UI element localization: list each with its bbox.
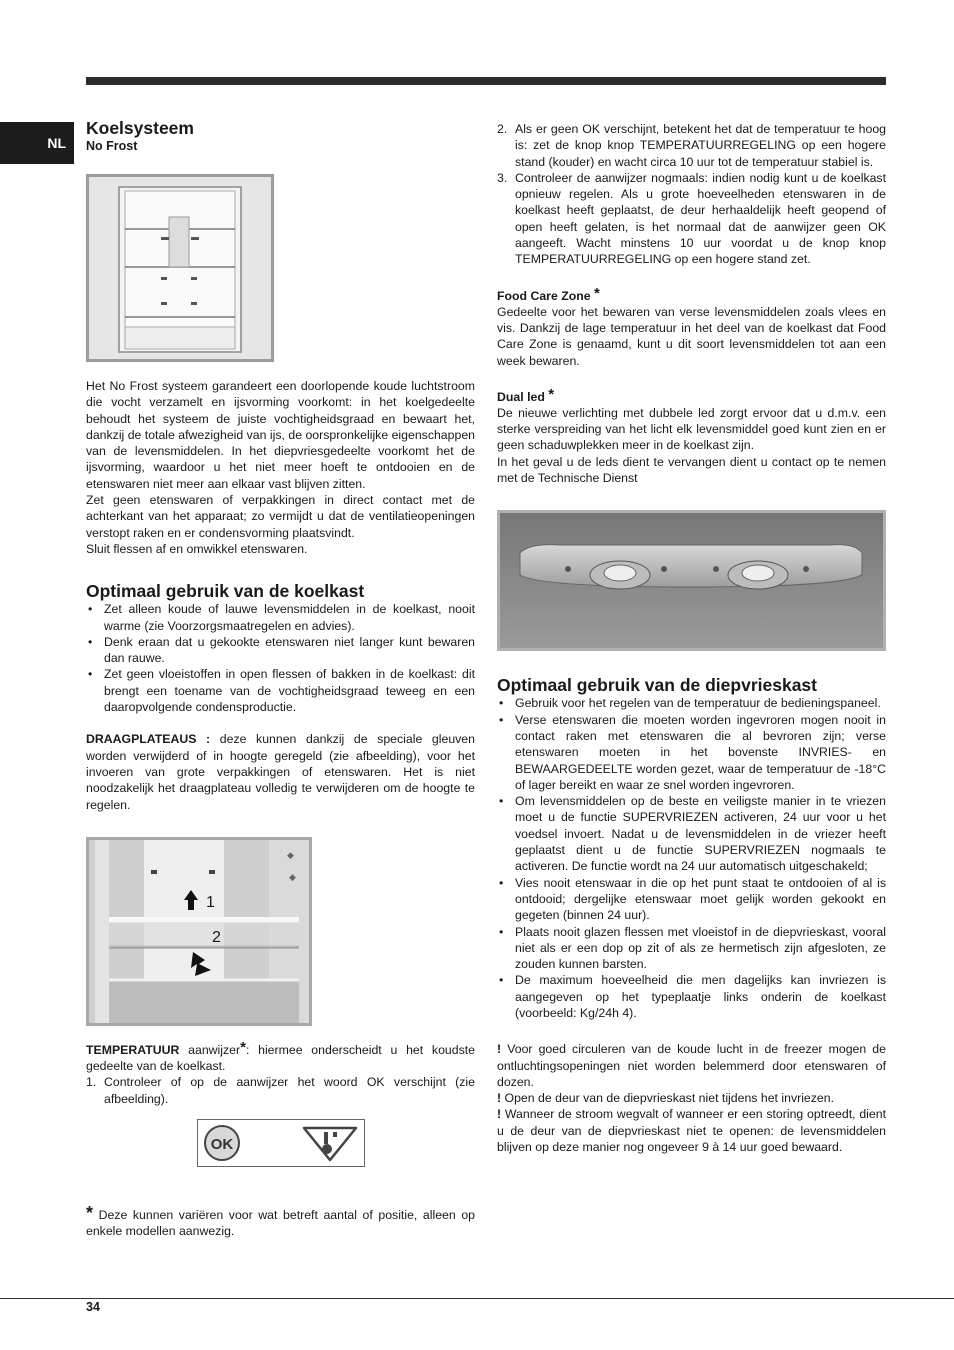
arrow-label-2: 2 — [212, 928, 221, 946]
subheading-nofrost: No Frost — [86, 139, 138, 153]
arrow-label-1: 1 — [206, 893, 215, 911]
left-column — [86, 118, 475, 1240]
footnote-star: * — [86, 1203, 94, 1224]
footnote-text: Deze kunnen variëren voor wat betreft aantal of positie, alleen op enkele modellen aanwezig. — [86, 1208, 475, 1239]
step-text: Controleer de aanwijzer nogmaals: indien nodig kunt u de koelkast opnieuw regelen. Als u grote hoeveelheden etenswaren in de koelkast heeft geplaatst, de deur herhaaldelijk heeft geopend of open heeft gelaten, is het normaal dat de aanwijzer geen OK aangeeft. Wacht minstens 10 uur voordat u de knop knop TEMPERATUURREGELING op een hogere stand zet. — [515, 170, 886, 267]
step-text: Als er geen OK verschijnt, betekent het dat de temperatuur te hoog is: zet de knop knop TEMPERATUURREGELING op een hogere stand (kouder) en wacht circa 10 uur tot de temperatuur stabiel is. — [515, 122, 886, 169]
food-care-star: * — [594, 284, 600, 302]
temperatuur-star: * — [240, 1038, 246, 1056]
list-item: • Denk eraan dat u gekookte etenswaren niet langer kunt bewaren dan rauwe. — [86, 634, 475, 667]
list-item: • Zet geen vloeistoffen in open flessen of bakken in de koelkast: dit brengt een toename van de vochtigheidsgraad teweeg en een daaropvolgende condensproductie. — [86, 666, 475, 715]
list-item — [86, 1074, 475, 1107]
warning-text: Open de deur van de diepvrieskast niet tijdens het invriezen. — [501, 1091, 835, 1106]
nofrost-paragraph-3: Sluit flessen af en omwikkel etenswaren. — [86, 541, 308, 556]
step-number: 1. — [86, 1075, 97, 1090]
nofrost-paragraph-2: Zet geen etenswaren of verpakkingen in direct contact met de achterkant van het apparaat; zo vermijdt u dat de ventilatieopeningen verstopt raken en er condensvorming plaatsvindt. — [86, 493, 475, 540]
warning-1 — [497, 1041, 886, 1090]
ok-indicator-image — [197, 1119, 365, 1167]
list-item: • Verse etenswaren die moeten worden ingevroren mogen nooit in contact raken met etenswaren die al bevroren zijn; verse etenswaren moeten in het bovenste INVRIES- en BEWAARGEDEELTE worden gezet, waar de temperatuur de -18°C of lager bereikt en waar ze snel worden ingevroren. — [497, 712, 886, 793]
header-rule — [86, 77, 886, 85]
list-item: • Zet alleen koude of lauwe levensmiddelen in de koelkast, nooit warme (zie Voorzorgsmaatregelen en advies). — [86, 601, 475, 634]
shelf-adjustment-image — [86, 837, 312, 1026]
nofrost-paragraph-1: Het No Frost systeem garandeert een doorlopende koude luchtstroom die vocht verzamelt en ijsvorming voorkomt: in het koelgedeelte behoudt het systeem de juiste vochtigheidsgraad en bewaart het, dankzij de totale afwezigheid van ijs, de oorspronkelijke eigenschappen van de levensmiddelen. In het diepvriesgedeelte voorkomt het de ijsvorming, waardoor u het niet meer hoeft te ontdooien en de etenswaren niet meer aan elkaar vast blijven zitten. — [86, 379, 475, 491]
warning-mark: ! — [497, 1107, 502, 1122]
shelf-illustration — [89, 840, 309, 1023]
fridge-illustration — [89, 177, 271, 359]
step-number: 2. — [497, 122, 508, 136]
heading-gebruik-koelkast: Optimaal gebruik van de koelkast — [86, 581, 365, 602]
warning-text: Wanneer de stroom wegvalt of wanneer er een storing optreedt, dient u de deur van de diepvrieskast niet te openen: de levensmiddelen blijven op deze manier nog ongeveer 9 à 14 uur goed bewaard. — [497, 1107, 886, 1155]
heading-koelsysteem: Koelsysteem — [86, 118, 194, 138]
food-care-zone-title: Food Care Zone — [497, 288, 591, 303]
list-item: • Gebruik voor het regelen van de temperatuur de bedieningspaneel. — [497, 695, 886, 711]
temperatuur-text-1: aanwijzer — [179, 1042, 241, 1057]
temperatuur-paragraph — [86, 1038, 475, 1075]
dual-led-star: * — [548, 385, 555, 403]
draagplateaus-text: deze kunnen dankzij de speciale gleuven worden verwijderd of in hoogte geregeld (zie afbeelding), voor het invoeren van grote verpakkingen of etenswaren. Het is niet noodzakelijk het draagplateau volledig te verwijderen om de hoogte te regelen. — [86, 732, 475, 812]
fridge-interior-image — [86, 174, 274, 362]
list-item: • Plaats nooit glazen flessen met vloeistof in de diepvrieskast, vooral niet als er een dop op zit of als ze hermetisch zijn afgesloten, ze zouden kunnen barsten. — [497, 924, 886, 973]
temperatuur-text-2: : hiermee onderscheidt u het koudste gedeelte van de koelkast. — [86, 1042, 475, 1074]
footer-rule — [0, 1298, 954, 1299]
list-item — [497, 170, 886, 268]
dual-led-title: Dual led — [497, 389, 545, 404]
draagplateaus-paragraph — [86, 731, 475, 812]
draagplateaus-label: DRAAGPLATEAUS : — [86, 732, 211, 747]
warning-mark: ! — [497, 1091, 502, 1106]
dual-led-image — [497, 510, 886, 651]
list-item: • De maximum hoeveelheid die men dagelijks kan invriezen is aangegeven op het typeplaatje links onderin de koelkast (voorbeeld: Kg/24h 4). — [497, 972, 886, 1021]
heading-gebruik-diepvries: Optimaal gebruik van de diepvrieskast — [497, 675, 817, 696]
step-text: Controleer of op de aanwijzer het woord OK verschijnt (zie afbeelding). — [104, 1075, 475, 1106]
right-column — [497, 121, 886, 1155]
temperatuur-label: TEMPERATUUR — [86, 1042, 180, 1057]
footnote — [86, 1203, 475, 1240]
temperatuur-steps-right — [497, 121, 886, 268]
list-item — [497, 121, 886, 170]
ok-label: OK — [210, 1136, 234, 1154]
diepvries-bullet-list — [497, 695, 886, 1021]
page-number: 34 — [86, 1300, 100, 1314]
heading-dual-led — [497, 385, 886, 405]
dual-led-paragraph-2: In het geval u de leds dient te vervangen dient u contact op te nemen met de Technische Dienst — [497, 454, 886, 486]
warning-2 — [497, 1090, 886, 1106]
heading-food-care-zone — [497, 284, 886, 304]
koelkast-bullet-list — [86, 601, 475, 715]
step-number: 3. — [497, 170, 508, 185]
food-care-paragraph: Gedeelte voor het bewaren van verse levensmiddelen zoals vlees en vis. Dankzij de lage temperatuur in het deel van de koelkast dat Food Care Zone is genaamd, kunt u dit soort levensmiddelen tot aan een week bewaren. — [497, 304, 886, 368]
dual-led-paragraph-1: De nieuwe verlichting met dubbele led zorgt ervoor dat u d.m.v. een sterke verspreiding van het licht elk levensmiddel goed kunt zien en er geen schaduwplekken meer in de koelkast zijn. — [497, 405, 886, 453]
language-tab: NL — [0, 122, 74, 164]
ok-indicator-illustration — [198, 1120, 364, 1166]
svg-text:◆: ◆ — [289, 871, 296, 882]
temperatuur-steps-left — [86, 1074, 475, 1107]
list-item: • Vies nooit etenswaar in die op het punt staat te ontdooien of al is ontdooid; dergelijke etenswaar moet gelijk worden gekookt en gegeten (binnen 24 uur). — [497, 875, 886, 924]
dual-led-illustration — [500, 513, 883, 648]
list-item: • Om levensmiddelen op de beste en veiligste manier in te vriezen moet u de functie SUPERVRIEZEN activeren, 24 uur voor u het voedsel invoert. Nadat u de levensmiddelen in de vriezer heeft geplaatst dient u de functie SUPERVRIEZEN nogmaals te activeren. De functie wordt na 24 uur automatisch uitgeschakeld; — [497, 793, 886, 874]
warning-3 — [497, 1106, 886, 1155]
svg-text:◆: ◆ — [287, 849, 294, 860]
warning-text: Voor goed circuleren van de koude lucht in de freezer mogen de ontluchtingsopeningen niet worden belemmerd door etenswaren of dozen. — [497, 1042, 886, 1089]
warning-mark: ! — [497, 1042, 502, 1057]
